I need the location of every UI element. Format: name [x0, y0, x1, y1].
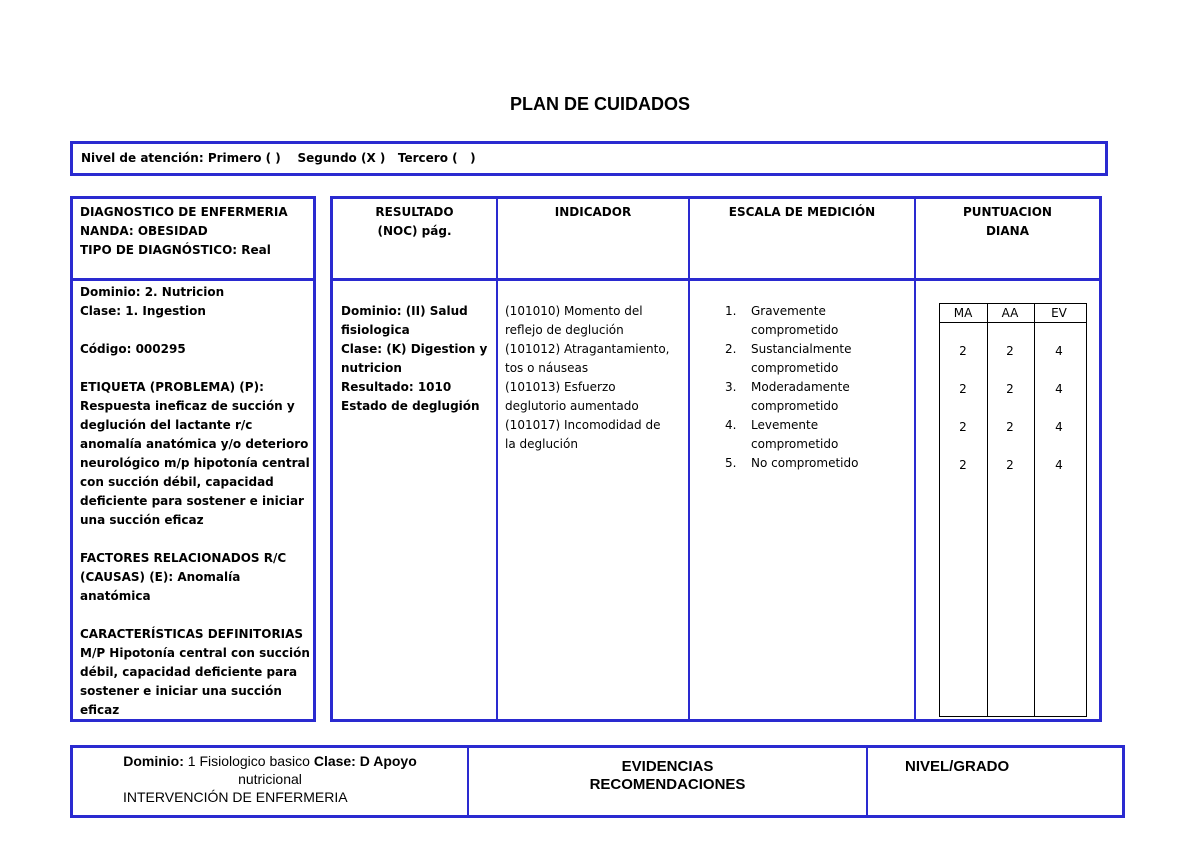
indicador-line: (101012) Atragantamiento,	[505, 342, 670, 356]
resultado-header-line: (NOC) pág.	[377, 224, 452, 238]
puntuacion-col-rule	[1034, 304, 1035, 716]
escala-text: Moderadamente	[751, 380, 850, 394]
dominio-value: 1 Fisiologico basico	[183, 753, 310, 769]
resultado-header-line: RESULTADO	[375, 205, 454, 219]
resultado-line: Estado de deglugión	[341, 399, 480, 413]
indicador-line: (101017) Incomodidad de	[505, 418, 661, 432]
escala-item	[725, 340, 910, 378]
puntuacion-cell: 2	[959, 344, 967, 358]
resultado-line: nutricion	[341, 361, 402, 375]
resultados-box	[330, 196, 1102, 722]
evidencias-header	[469, 758, 866, 794]
escala-num: 5.	[725, 456, 737, 470]
escala-text: comprometido	[751, 323, 839, 337]
puntuacion-cell: 2	[1006, 344, 1014, 358]
intervencion-dominio-line	[73, 752, 467, 770]
col-divider	[496, 199, 498, 719]
puntuacion-cell: 2	[1006, 382, 1014, 396]
diagnostico-box	[70, 196, 316, 722]
dx-etiqueta-line: Respuesta ineficaz de succión y	[80, 399, 295, 413]
dx-caracteristicas-line: M/P Hipotonía central con succión	[80, 646, 310, 660]
puntuacion-table	[939, 303, 1087, 717]
diagnostico-header	[80, 203, 312, 260]
puntuacion-cell: 4	[1055, 420, 1063, 434]
dominio-label: Dominio:	[123, 753, 184, 769]
resultado-content	[341, 302, 493, 416]
dx-codigo: Código: 000295	[80, 342, 186, 356]
dx-dominio: Dominio: 2. Nutricion	[80, 285, 225, 299]
escala-num: 2.	[725, 342, 737, 356]
resultado-line: fisiologica	[341, 323, 410, 337]
indicador-line: la deglución	[505, 437, 578, 451]
escala-text: Sustancialmente	[751, 342, 852, 356]
dx-clase: Clase: 1. Ingestion	[80, 304, 206, 318]
nivel-grado-header: NIVEL/GRADO	[905, 758, 1010, 775]
indicador-line: (101013) Esfuerzo	[505, 380, 616, 394]
dx-etiqueta-line: neurológico m/p hipotonía central	[80, 456, 310, 470]
resultado-header	[333, 203, 496, 241]
escala-item	[725, 302, 910, 340]
dx-caracteristicas-line: débil, capacidad deficiente para	[80, 665, 298, 679]
resultado-line: Clase: (K) Digestion y	[341, 342, 488, 356]
escala-item	[725, 454, 910, 473]
dx-etiqueta-line: ETIQUETA (PROBLEMA) (P):	[80, 380, 264, 394]
dx-caracteristicas-line: sostener e iniciar una succión	[80, 684, 282, 698]
dx-etiqueta-line: deficiente para sostener e iniciar	[80, 494, 304, 508]
puntuacion-header	[916, 203, 1099, 241]
escala-num: 1.	[725, 304, 737, 318]
evidencias-line: RECOMENDACIONES	[589, 776, 746, 793]
puntuacion-cell: 4	[1055, 344, 1063, 358]
dx-etiqueta-line: anomalía anatómica y/o deterioro	[80, 437, 309, 451]
puntuacion-col-header: EV	[1051, 306, 1067, 320]
puntuacion-header-rule	[940, 322, 1086, 323]
puntuacion-cell: 2	[1006, 420, 1014, 434]
escala-content	[725, 302, 910, 473]
dx-caracteristicas-line: CARACTERÍSTICAS DEFINITORIAS	[80, 627, 304, 641]
puntuacion-col-rule	[987, 304, 988, 716]
escala-item	[725, 378, 910, 416]
puntuacion-cell: 2	[959, 420, 967, 434]
resultado-line: Resultado: 1010	[341, 380, 452, 394]
puntuacion-cell: 2	[1006, 458, 1014, 472]
puntuacion-header-line: PUNTUACION	[963, 205, 1052, 219]
indicador-line: deglutorio aumentado	[505, 399, 639, 413]
escala-text: comprometido	[751, 399, 839, 413]
col-divider	[914, 199, 916, 719]
resultados-divider	[333, 278, 1099, 281]
dx-caracteristicas-line: eficaz	[80, 703, 120, 717]
dx-nanda: NANDA: OBESIDAD	[80, 224, 208, 238]
indicador-line: tos o náuseas	[505, 361, 589, 375]
dx-factores-line: anatómica	[80, 589, 151, 603]
escala-num: 3.	[725, 380, 737, 394]
puntuacion-cell: 2	[959, 382, 967, 396]
diagnostico-body	[80, 283, 316, 720]
evidencias-line: EVIDENCIAS	[621, 758, 714, 775]
resultado-line: Dominio: (II) Salud	[341, 304, 468, 318]
puntuacion-cell: 2	[959, 458, 967, 472]
diagnostico-divider	[73, 278, 313, 281]
clase-label: Clase: D Apoyo	[313, 753, 417, 769]
dx-title: DIAGNOSTICO DE ENFERMERIA	[80, 205, 288, 219]
intervencion-header	[73, 752, 467, 806]
dx-etiqueta-line: deglución del lactante r/c	[80, 418, 253, 432]
escala-text: comprometido	[751, 361, 839, 375]
escala-text: comprometido	[751, 437, 839, 451]
puntuacion-col-header: MA	[953, 306, 973, 320]
indicador-line: reflejo de deglución	[505, 323, 624, 337]
escala-text: No comprometido	[751, 456, 859, 470]
col-divider	[688, 199, 690, 719]
page-title: PLAN DE CUIDADOS	[509, 94, 690, 114]
indicador-content	[505, 302, 687, 454]
dx-factores-line: FACTORES RELACIONADOS R/C	[80, 551, 287, 565]
puntuacion-header-line: DIANA	[985, 224, 1030, 238]
puntuacion-cell: 4	[1055, 458, 1063, 472]
escala-num: 4.	[725, 418, 737, 432]
dx-factores-line: (CAUSAS) (E): Anomalía	[80, 570, 241, 584]
indicador-header: INDICADOR	[554, 205, 632, 219]
indicador-line: (101010) Momento del	[505, 304, 643, 318]
dx-etiqueta-line: una succión eficaz	[80, 513, 204, 527]
bottom-col-divider	[866, 748, 868, 815]
intervencion-box	[70, 745, 1125, 818]
intervencion-label: INTERVENCIÓN DE ENFERMERIA	[123, 789, 348, 805]
dx-etiqueta-line: con succión débil, capacidad	[80, 475, 274, 489]
escala-header: ESCALA DE MEDICIÓN	[728, 205, 876, 219]
clase-cont: nutricional	[238, 771, 302, 787]
puntuacion-cell: 4	[1055, 382, 1063, 396]
escala-item	[725, 416, 910, 454]
escala-text: Gravemente	[751, 304, 826, 318]
dx-tipo: TIPO DE DIAGNÓSTICO: Real	[80, 243, 271, 257]
escala-text: Levemente	[751, 418, 819, 432]
nivel-atencion-box	[70, 141, 1108, 176]
puntuacion-col-header: AA	[1001, 306, 1019, 320]
nivel-atencion-text: Nivel de atención: Primero ( ) Segundo (X ) Tercero ( )	[81, 151, 476, 165]
